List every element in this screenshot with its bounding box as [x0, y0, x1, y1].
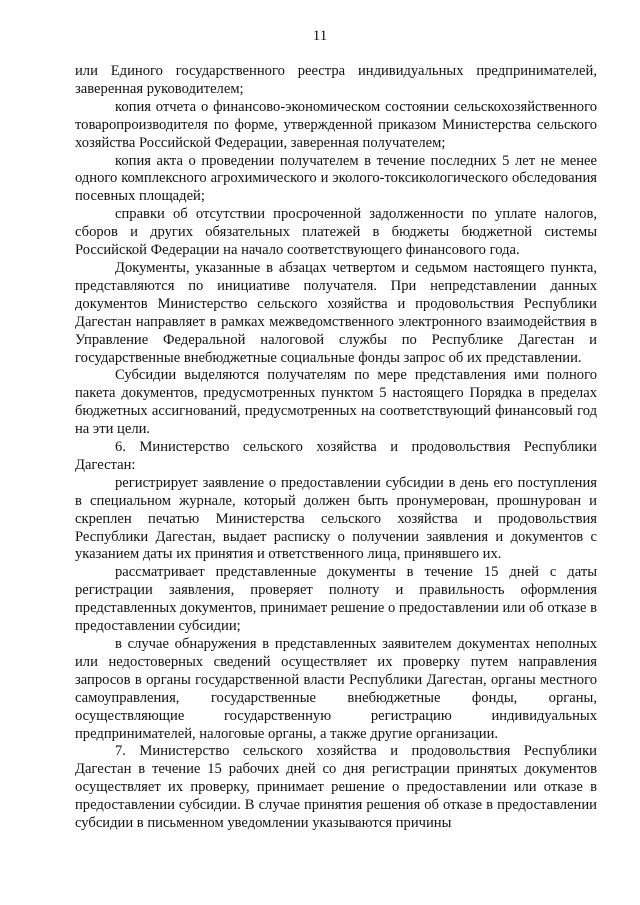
paragraph: рассматривает представленные документы в течение 15 дней с даты регистрации заявления, проверяет полноту и правильность оформления представленных документов, принимает решение о предоставлении или об отказе в предоставлении субсидии; [75, 564, 597, 635]
paragraph: Документы, указанные в абзацах четвертом и седьмом настоящего пункта, представляются по инициативе получателя. При непредставлении данных документов Министерство сельского хозяйства и продовольствия Республики Дагестан направляет в рамках межведомственного электронного взаимодействия в Управление Федеральной налоговой службы по Республике Дагестан и государственные внебюджетные социальные фонды запрос об их представлении. [75, 259, 597, 366]
paragraph: справки об отсутствии просроченной задолженности по уплате налогов, сборов и других обязательных платежей в бюджеты бюджетной системы Российской Федерации на начало соответствующего финансового года. [75, 206, 597, 259]
paragraph: копия отчета о финансово-экономическом состоянии сельскохозяйственного товаропроизводителя по форме, утвержденной приказом Министерства сельского хозяйства Российской Федерации, заверенная получателем; [75, 98, 597, 151]
page-number: 11 [312, 28, 328, 44]
paragraph: Субсидии выделяются получателям по мере представления ими полного пакета документов, предусмотренных пунктом 5 настоящего Порядка в пределах бюджетных ассигнований, предусмотренных на соответствующий финансовый год на эти цели. [75, 367, 597, 438]
paragraph: копия акта о проведении получателем в течение последних 5 лет не менее одного комплексного агрохимического и эколого-токсикологического обследования посевных площадей; [75, 152, 597, 205]
paragraph: 6. Министерство сельского хозяйства и продовольствия Республики Дагестан: [75, 439, 597, 473]
document-body [75, 63, 597, 833]
paragraph: регистрирует заявление о предоставлении субсидии в день его поступления в специальном журнале, который должен быть пронумерован, прошнурован и скреплен печатью Министерства сельского хозяйства и продовольствия Республики Дагестан, выдает расписку о получении заявления и документов с указанием даты их принятия и ответственного лица, принявшего их. [75, 474, 597, 563]
paragraph: в случае обнаружения в представленных заявителем документах неполных или недостоверных сведений осуществляет их проверку путем направления запросов в органы государственной власти Республики Дагестан, органы местного самоуправления, государственные внебюджетные фонды, органы, осуществляющие государственную регистрацию индивидуальных предпринимателей, налоговые органы, а также другие организации. [75, 636, 597, 742]
paragraph: 7. Министерство сельского хозяйства и продовольствия Республики Дагестан в течение 15 рабочих дней со дня регистрации принятых документов осуществляет их проверку, принимает решение о предоставлении или отказе в предоставлении субсидии. В случае принятия решения об отказе в предоставлении субсидии в письменном уведомлении указываются причины [75, 743, 597, 832]
paragraph: или Единого государственного реестра индивидуальных предпринимателей, заверенная руководителем; [75, 63, 597, 97]
